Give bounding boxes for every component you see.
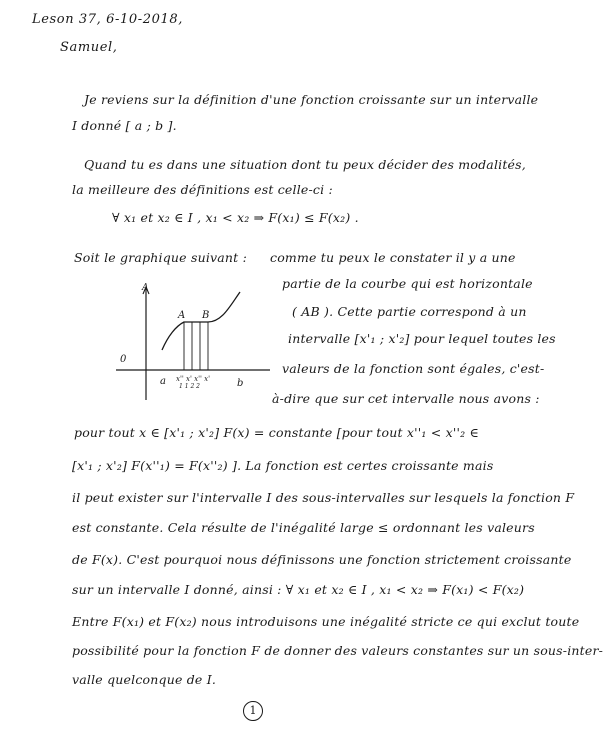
text-line: Soit le graphique suivant : [74, 250, 247, 265]
text-line: il peut exister sur l'intervalle I des sous-intervalles sur lesquels la fonction F [72, 490, 575, 505]
definition-formula: ∀ x₁ et x₂ ∈ I , x₁ < x₂ ⇒ F(x₁) ≤ F(x₂) . [112, 210, 359, 225]
point-a-label: A [178, 310, 186, 321]
text-line: partie de la courbe qui est horizontale [282, 276, 533, 291]
function-graph [112, 284, 272, 402]
text-line: [x'₁ ; x'₂] F(x''₁) = F(x''₂) ]. La fonction est certes croissante mais [72, 458, 494, 473]
text-line: la meilleure des définitions est celle-ci : [72, 182, 333, 197]
text-line: est constante. Cela résulte de l'inégalité large ≤ ordonnant les valeurs [72, 520, 535, 535]
tick-mid-subscripts: 1 1 2 2 [179, 383, 200, 390]
strict-definition-line: sur un intervalle I donné, ainsi : ∀ x₁ et x₂ ∈ I , x₁ < x₂ ⇒ F(x₁) < F(x₂) [72, 582, 525, 597]
text-line: comme tu peux le constater il y a une [270, 250, 516, 265]
text-line: ( AB ). Cette partie correspond à un [292, 304, 527, 319]
text-line: de F(x). C'est pourquoi nous définissons une fonction strictement croissante [72, 552, 572, 567]
text-line: valeurs de la fonction sont égales, c'est- [282, 361, 545, 376]
text-line: pour tout x ∈ [x'₁ ; x'₂] F(x) = constante [pour tout x''₁ < x''₂ ∈ [74, 425, 479, 440]
text-line: Je reviens sur la définition d'une fonction croissante sur un intervalle [84, 92, 539, 107]
text-line: intervalle [x'₁ ; x'₂] pour lequel toutes les [288, 331, 556, 346]
point-b-label: B [202, 310, 210, 321]
tick-mid-labels: x'' x' x'' x' [176, 375, 211, 383]
text-line: Quand tu es dans une situation dont tu peux décider des modalités, [84, 157, 526, 172]
function-curve [162, 292, 240, 350]
text-line: Entre F(x₁) et F(x₂) nous introduisons une inégalité stricte ce qui exclut toute [72, 614, 580, 629]
y-axis-label: A [142, 283, 149, 293]
text-line: I donné [ a ; b ]. [72, 118, 177, 133]
text-line: possibilité pour la fonction F de donner des valeurs constantes sur un sous-inter- [72, 643, 603, 658]
text-line: valle quelconque de I. [72, 672, 217, 687]
tick-b-label: b [237, 378, 244, 389]
page-number: 1 [243, 701, 263, 721]
origin-label: 0 [120, 354, 127, 365]
salutation: Samuel, [60, 40, 118, 55]
text-line: à-dire que sur cet intervalle nous avons : [272, 391, 540, 406]
lesson-date: Leson 37, 6-10-2018, [32, 12, 183, 27]
tick-a-label: a [160, 376, 166, 387]
